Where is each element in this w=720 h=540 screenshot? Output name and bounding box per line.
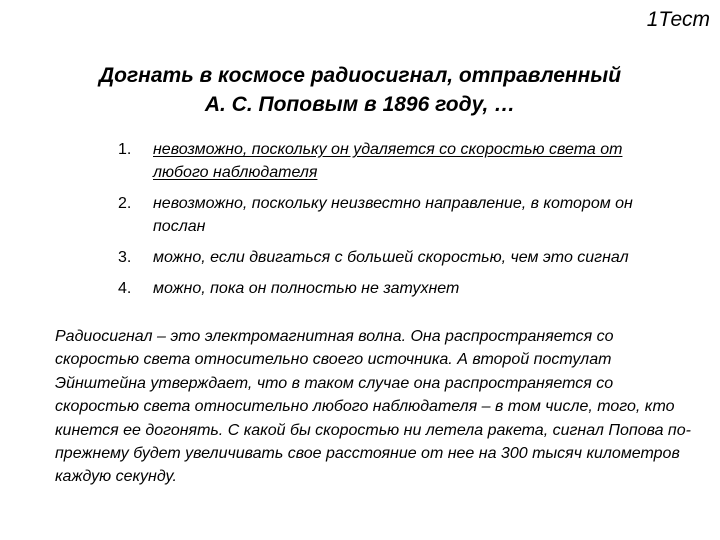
answer-number: 2. [118,195,132,212]
answer-option-2[interactable] [118,192,663,238]
answer-text: невозможно, поскольку неизвестно направление, в котором он послан [153,195,633,235]
question-title-line-1: Догнать в космосе радиосигнал, отправленный [98,64,622,87]
test-label: 1Тест [646,8,710,31]
answer-option-3[interactable] [118,246,663,269]
explanation-text: Радиосигнал – это электромагнитная волна. Она распространяется со скоростью света относительно своего источника. А второй постулат Эйнштейна утверждает, что в таком случае она распространяется со скоростью света относительно любого наблюдателя – в том числе, того, кто кинется ее догонять. С какой бы скоростью ни летела ракета, сигнал Попова по-прежнему будет увеличивать свое расстояние от нее на 300 тысяч километров каждую секунду. [55,328,691,486]
answer-option-1[interactable] [118,138,663,184]
answer-number: 1. [118,141,132,158]
answer-number: 3. [118,249,132,266]
question-title-line-2: А. С. Поповым в 1896 году, … [204,93,516,116]
answer-option-4[interactable] [118,277,663,300]
answer-text: можно, если двигаться с большей скоростью, чем это сигнал [153,249,629,266]
answer-text: невозможно, поскольку он удаляется со скоростью света от любого наблюдателя [153,141,623,181]
question-title [20,61,700,119]
answer-text: можно, пока он полностью не затухнет [153,280,460,297]
answer-list [118,138,663,308]
answer-number: 4. [118,280,132,297]
